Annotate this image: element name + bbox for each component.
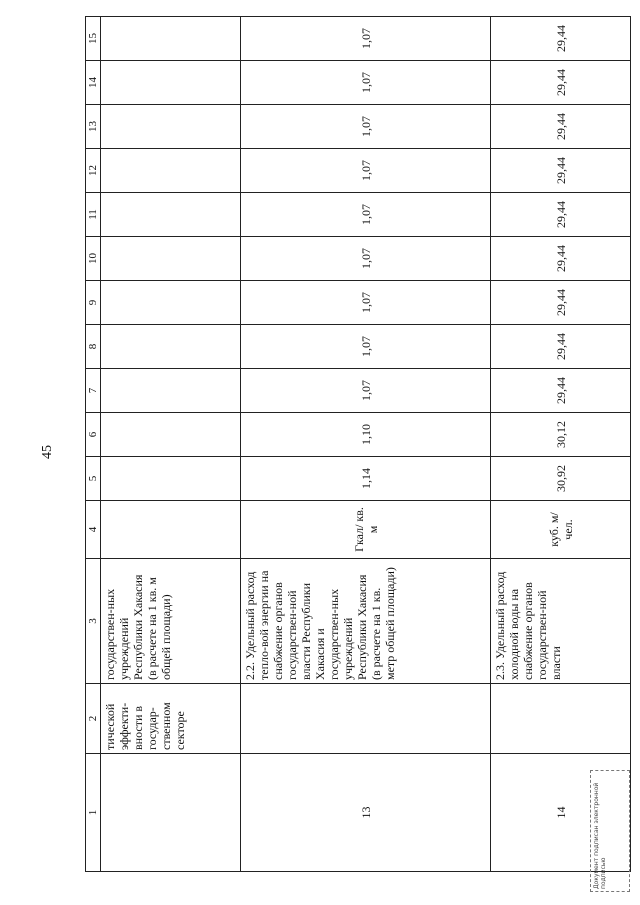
row-value: 30,92	[491, 457, 631, 501]
row-value: 30,12	[491, 413, 631, 457]
row-value	[101, 413, 241, 457]
row-value	[101, 369, 241, 413]
row-number: 13	[241, 754, 491, 872]
row-category	[491, 684, 631, 754]
row-number: 14	[491, 754, 631, 872]
row-value: 1,07	[241, 369, 491, 413]
row-value: 29,44	[491, 105, 631, 149]
col-header-15: 15	[86, 17, 101, 61]
col-header-10: 10	[86, 237, 101, 281]
row-value: 29,44	[491, 61, 631, 105]
col-header-2: 2	[86, 684, 101, 754]
row-value: 1,07	[241, 17, 491, 61]
row-unit: куб. м/ чел.	[491, 501, 631, 559]
row-value: 1,10	[241, 413, 491, 457]
row-number	[101, 754, 241, 872]
col-header-11: 11	[86, 193, 101, 237]
col-header-3: 3	[86, 559, 101, 684]
col-header-9: 9	[86, 281, 101, 325]
row-unit	[101, 501, 241, 559]
table-row	[101, 17, 241, 872]
row-value	[101, 193, 241, 237]
row-indicator: государствен-ных учреждений Республики Хакасия (в расчете на 1 кв. м общей площади)	[101, 559, 241, 684]
row-value: 1,07	[241, 193, 491, 237]
col-header-5: 5	[86, 457, 101, 501]
row-value	[101, 17, 241, 61]
stamp-text: Документ подписан электронной подписью	[593, 782, 607, 889]
page-number: 45	[40, 445, 55, 459]
row-value: 1,07	[241, 105, 491, 149]
row-value	[101, 149, 241, 193]
row-value	[101, 237, 241, 281]
row-value: 29,44	[491, 17, 631, 61]
table-row	[241, 17, 491, 872]
row-value	[101, 457, 241, 501]
row-indicator: 2.2. Удельный расход тепло-вой энергии на снабжение органов государствен-ной власти Республики Хакасия и государствен-ных учреждений Республики Хакасия (в расчете на 1 кв. метр общей площади)	[241, 559, 491, 684]
row-value: 29,44	[491, 237, 631, 281]
row-value: 29,44	[491, 325, 631, 369]
row-category: тической эффекти-вности в государ-ственном секторе	[101, 684, 241, 754]
row-value: 29,44	[491, 369, 631, 413]
row-unit: Гкал/ кв. м	[241, 501, 491, 559]
row-value	[101, 61, 241, 105]
row-value: 29,44	[491, 193, 631, 237]
row-value: 29,44	[491, 281, 631, 325]
electronic-signature-stamp	[590, 770, 630, 892]
col-header-1: 1	[86, 754, 101, 872]
col-header-8: 8	[86, 325, 101, 369]
col-header-12: 12	[86, 149, 101, 193]
row-value	[101, 281, 241, 325]
row-value: 1,07	[241, 281, 491, 325]
header-row	[86, 17, 101, 872]
row-category	[241, 684, 491, 754]
row-value: 1,07	[241, 325, 491, 369]
col-header-7: 7	[86, 369, 101, 413]
row-value	[101, 105, 241, 149]
row-value: 1,07	[241, 237, 491, 281]
row-value: 1,07	[241, 149, 491, 193]
col-header-4: 4	[86, 501, 101, 559]
row-value: 1,14	[241, 457, 491, 501]
indicators-table	[85, 16, 631, 872]
col-header-6: 6	[86, 413, 101, 457]
col-header-14: 14	[86, 61, 101, 105]
table-row	[491, 17, 631, 872]
row-indicator: 2.3. Удельный расход холодной воды на снабжение органов государствен-ной власти	[491, 559, 631, 684]
rotated-table-container	[85, 25, 630, 872]
row-value: 1,07	[241, 61, 491, 105]
row-value	[101, 325, 241, 369]
row-value: 29,44	[491, 149, 631, 193]
col-header-13: 13	[86, 105, 101, 149]
